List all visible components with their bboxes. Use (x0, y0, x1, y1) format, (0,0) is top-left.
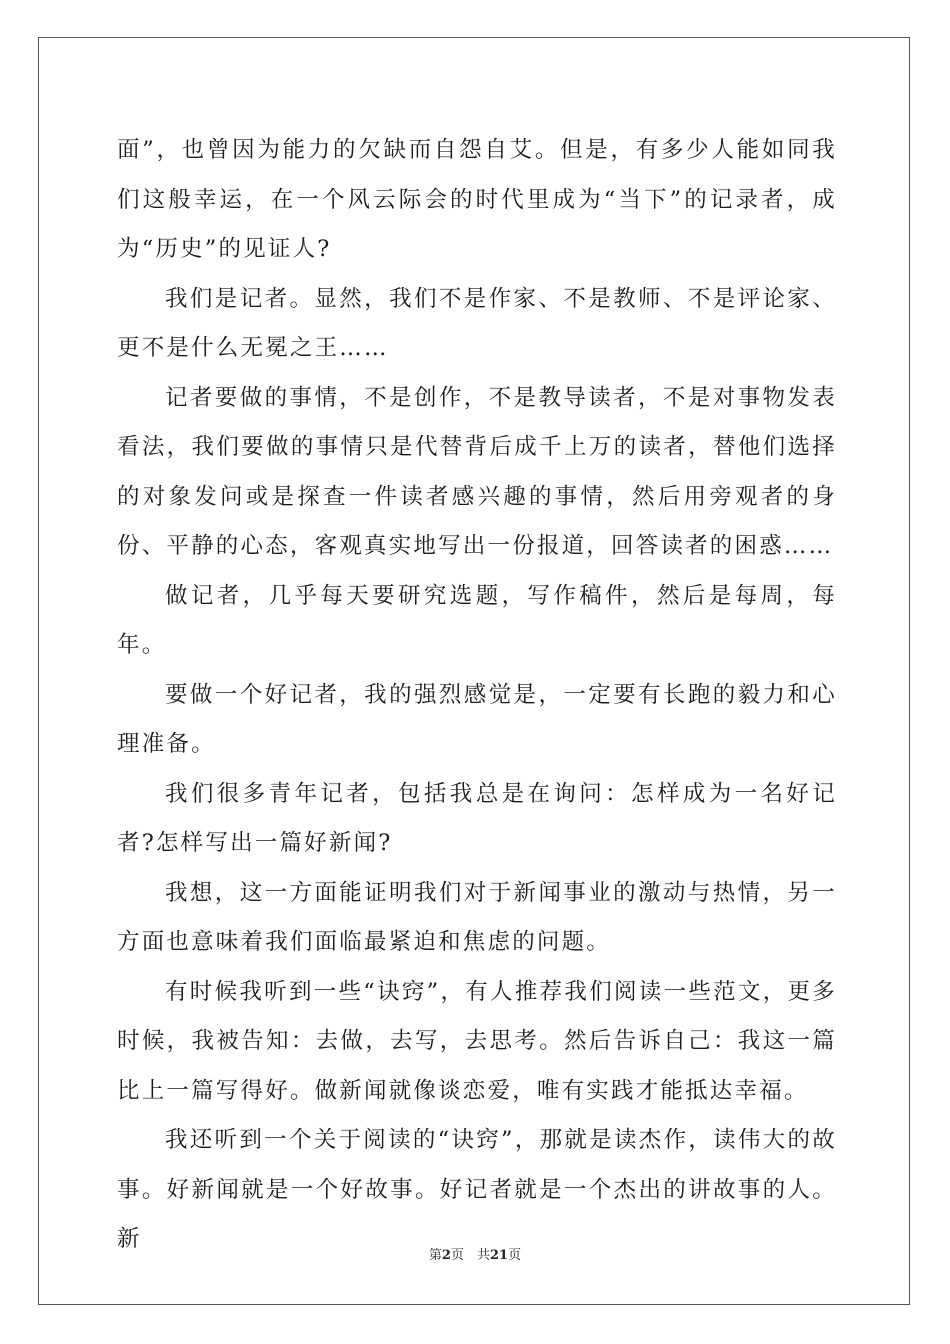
total-pages-number: 21 (489, 1248, 509, 1263)
paragraph: 我们是记者。显然，我们不是作家、不是教师、不是评论家、更不是什么无冕之王…… (117, 285, 837, 361)
current-page-number: 2 (441, 1248, 451, 1263)
footer-middle: 页 共 (450, 1248, 490, 1263)
footer-suffix: 页 (508, 1248, 522, 1263)
paragraph: 我还听到一个关于阅读的“诀窍”，那就是读杰作，读伟大的故事。好新闻就是一个好故事。好记者就是一个杰出的讲故事的人。新 (117, 1127, 837, 1252)
paragraph: 我们很多青年记者，包括我总是在询问：怎样成为一名好记者?怎样写出一篇好新闻? (117, 780, 837, 856)
paragraph: 我想，这一方面能证明我们对于新闻事业的激动与热情，另一方面也意味着我们面临最紧迫和焦虑的问题。 (117, 879, 837, 955)
footer-prefix: 第 (428, 1248, 442, 1263)
paragraph: 做记者，几乎每天要研究选题，写作稿件，然后是每周，每年。 (117, 582, 837, 658)
document-body (117, 126, 837, 1265)
page-footer (0, 1247, 950, 1265)
paragraph: 要做一个好记者，我的强烈感觉是，一定要有长跑的毅力和心理准备。 (117, 681, 837, 757)
paragraph: 面”，也曾因为能力的欠缺而自怨自艾。但是，有多少人能如同我们这般幸运，在一个风云际会的时代里成为“当下”的记录者，成为“历史”的见证人? (117, 137, 837, 262)
paragraph: 记者要做的事情，不是创作，不是教导读者，不是对事物发表看法，我们要做的事情只是代替背后成千上万的读者，替他们选择的对象发问或是探查一件读者感兴趣的事情，然后用旁观者的身份、平静的心态，客观真实地写出一份报道，回答读者的困惑…… (117, 384, 837, 559)
paragraph: 有时候我听到一些“诀窍”，有人推荐我们阅读一些范文，更多时候，我被告知：去做，去写，去思考。然后告诉自己：我这一篇比上一篇写得好。做新闻就像谈恋爱，唯有实践才能抵达幸福。 (117, 978, 837, 1104)
